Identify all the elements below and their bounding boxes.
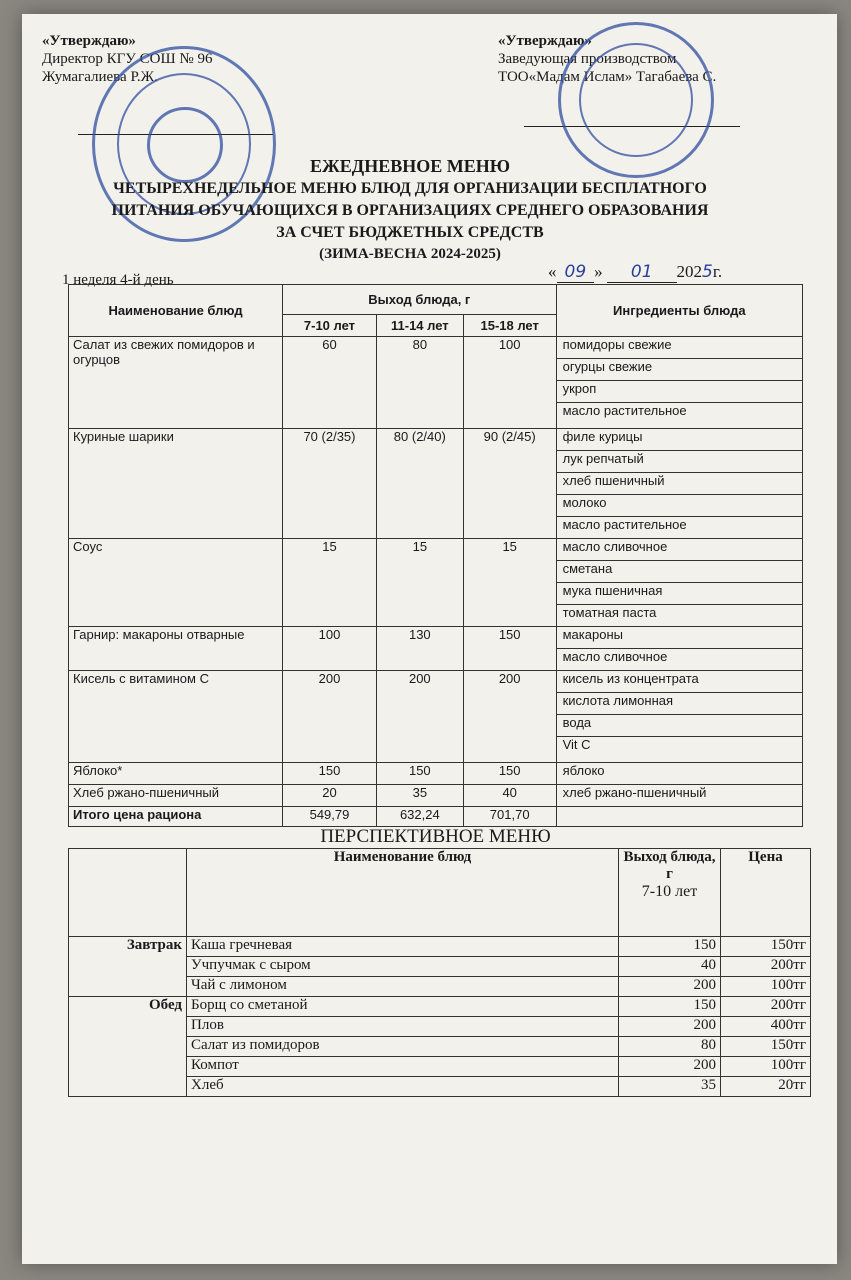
dish-name: Учпучмак с сыром xyxy=(187,957,619,977)
dish-name: Хлеб xyxy=(187,1077,619,1097)
dish-yield: 15 xyxy=(463,539,556,627)
dish-yield: 15 xyxy=(283,539,377,627)
col-header-name: Наименование блюд xyxy=(69,285,283,337)
dish-yield: 40 xyxy=(619,957,721,977)
dish-name: Яблоко* xyxy=(69,763,283,785)
col-header-age: 15-18 лет xyxy=(463,315,556,337)
daily-menu-table xyxy=(68,284,803,827)
table-row xyxy=(69,785,803,807)
subtitle-line: ЧЕТЫРЕХНЕДЕЛЬНОЕ МЕНЮ БЛЮД ДЛЯ ОРГАНИЗАЦИИ БЕСПЛАТНОГО xyxy=(113,180,707,197)
col-header-age: 11-14 лет xyxy=(376,315,463,337)
ingredient: сметана xyxy=(556,561,802,583)
approval-line: ТОО«Мадам Ислам» Тагабаева С. xyxy=(498,69,717,85)
dish-yield: 15 xyxy=(376,539,463,627)
subtitle-line: (ЗИМА-ВЕСНА 2024-2025) xyxy=(319,246,501,262)
dish-yield: 35 xyxy=(619,1077,721,1097)
dish-yield: 200 xyxy=(463,671,556,763)
total-row xyxy=(69,807,803,827)
ingredient: вода xyxy=(556,715,802,737)
date-day: 09 xyxy=(557,262,595,283)
ingredient: хлеб пшеничный xyxy=(556,473,802,495)
dish-name: Куриные шарики xyxy=(69,429,283,539)
ingredient: яблоко xyxy=(556,763,802,785)
col-header-ingredients: Ингредиенты блюда xyxy=(556,285,802,337)
ingredient: лук репчатый xyxy=(556,451,802,473)
subtitle-line: ЗА СЧЕТ БЮДЖЕТНЫХ СРЕДСТВ xyxy=(276,224,544,241)
dish-yield: 200 xyxy=(619,1057,721,1077)
dish-yield: 150 xyxy=(376,763,463,785)
date-quote: « xyxy=(548,262,557,281)
dish-name: Салат из помидоров xyxy=(187,1037,619,1057)
round-seal-stamp xyxy=(558,22,714,178)
dish-yield: 150 xyxy=(619,997,721,1017)
col-header-yield: Выход блюда, г xyxy=(283,285,557,315)
dish-yield: 100 xyxy=(463,337,556,429)
date-year-digit: 5 xyxy=(702,262,713,282)
date-quote: » xyxy=(594,262,603,281)
dish-name: Соус xyxy=(69,539,283,627)
dish-name: Борщ со сметаной xyxy=(187,997,619,1017)
dish-yield: 60 xyxy=(283,337,377,429)
ingredient: томатная паста xyxy=(556,605,802,627)
dish-yield: 150 xyxy=(463,763,556,785)
ingredient: укроп xyxy=(556,381,802,403)
header-row xyxy=(69,285,803,315)
approval-line: Заведующая производством xyxy=(498,51,677,67)
dish-yield: 80 xyxy=(376,337,463,429)
ingredient: масло растительное xyxy=(556,403,802,429)
dish-name: Каша гречневая xyxy=(187,937,619,957)
col-header-yield-age: 7-10 лет xyxy=(641,883,698,900)
ingredient: помидоры свежие xyxy=(556,337,802,359)
approval-title: «Утверждаю» xyxy=(498,33,592,49)
total-value: 632,24 xyxy=(376,807,463,827)
meal-label: Завтрак xyxy=(69,937,187,997)
dish-name: Салат из свежих помидоров и огурцов xyxy=(69,337,283,429)
dish-price: 200тг xyxy=(721,997,811,1017)
date-month: 01 xyxy=(607,262,677,283)
total-empty-cell xyxy=(556,807,802,827)
meal-label: Обед xyxy=(69,997,187,1097)
dish-price: 100тг xyxy=(721,977,811,997)
col-header-yield xyxy=(619,849,721,937)
subtitle-line: ПИТАНИЯ ОБУЧАЮЩИХСЯ В ОРГАНИЗАЦИЯХ СРЕДНЕГО ОБРАЗОВАНИЯ xyxy=(111,202,709,219)
table-row xyxy=(69,763,803,785)
col-header-price: Цена xyxy=(721,849,811,937)
table-row xyxy=(69,997,811,1017)
dish-price: 400тг xyxy=(721,1017,811,1037)
col-header-name: Наименование блюд xyxy=(187,849,619,937)
total-value: 701,70 xyxy=(463,807,556,827)
dish-yield: 200 xyxy=(376,671,463,763)
ingredient: масло сливочное xyxy=(556,539,802,561)
dish-yield: 80 (2/40) xyxy=(376,429,463,539)
date-field xyxy=(548,262,722,282)
week-day-label: 1 неделя 4-й день xyxy=(62,272,174,288)
dish-yield: 80 xyxy=(619,1037,721,1057)
approval-title: «Утверждаю» xyxy=(42,33,136,49)
dish-price: 150тг xyxy=(721,1037,811,1057)
dish-yield: 20 xyxy=(283,785,377,807)
dish-name: Хлеб ржано-пшеничный xyxy=(69,785,283,807)
dish-price: 200тг xyxy=(721,957,811,977)
date-year: 202 xyxy=(676,262,703,281)
dish-yield: 130 xyxy=(376,627,463,671)
date-suffix: г. xyxy=(712,262,723,281)
total-label: Итого цена рациона xyxy=(69,807,283,827)
ingredient: мука пшеничная xyxy=(556,583,802,605)
dish-name: Кисель с витамином С xyxy=(69,671,283,763)
dish-price: 100тг xyxy=(721,1057,811,1077)
col-header-age: 7-10 лет xyxy=(283,315,377,337)
table-row xyxy=(69,429,803,451)
header-row xyxy=(69,849,811,937)
ingredient: масло сливочное xyxy=(556,649,802,671)
ingredient: Vit C xyxy=(556,737,802,763)
approval-line: Директор КГУ СОШ № 96 xyxy=(42,51,213,67)
ingredient: масло растительное xyxy=(556,517,802,539)
dish-yield: 40 xyxy=(463,785,556,807)
col-header-yield-label: Выход блюда, г xyxy=(623,849,716,882)
ingredient: огурцы свежие xyxy=(556,359,802,381)
ingredient: кисель из концентрата xyxy=(556,671,802,693)
ingredient: филе курицы xyxy=(556,429,802,451)
ingredient: макароны xyxy=(556,627,802,649)
dish-name: Компот xyxy=(187,1057,619,1077)
dish-yield: 35 xyxy=(376,785,463,807)
dish-price: 20тг xyxy=(721,1077,811,1097)
dish-yield: 200 xyxy=(619,977,721,997)
dish-name: Гарнир: макароны отварные xyxy=(69,627,283,671)
ingredient: хлеб ржано-пшеничный xyxy=(556,785,802,807)
dish-yield: 100 xyxy=(283,627,377,671)
table-row xyxy=(69,337,803,359)
dish-yield: 150 xyxy=(619,937,721,957)
dish-name: Плов xyxy=(187,1017,619,1037)
dish-yield: 150 xyxy=(283,763,377,785)
dish-yield: 200 xyxy=(619,1017,721,1037)
dish-yield: 70 (2/35) xyxy=(283,429,377,539)
dish-yield: 150 xyxy=(463,627,556,671)
table-row xyxy=(69,671,803,693)
dish-price: 150тг xyxy=(721,937,811,957)
perspective-menu-title: ПЕРСПЕКТИВНОЕ МЕНЮ xyxy=(320,826,551,847)
col-header-meal xyxy=(69,849,187,937)
page-title: ЕЖЕДНЕВНОЕ МЕНЮ xyxy=(310,156,510,176)
dish-yield: 90 (2/45) xyxy=(463,429,556,539)
table-row xyxy=(69,539,803,561)
ingredient: молоко xyxy=(556,495,802,517)
ingredient: кислота лимонная xyxy=(556,693,802,715)
table-row xyxy=(69,627,803,649)
perspective-menu-table xyxy=(68,848,811,1097)
table-row xyxy=(69,937,811,957)
dish-yield: 200 xyxy=(283,671,377,763)
approval-line: Жумагалиева Р.Ж. xyxy=(42,69,158,85)
total-value: 549,79 xyxy=(283,807,377,827)
dish-name: Чай с лимоном xyxy=(187,977,619,997)
